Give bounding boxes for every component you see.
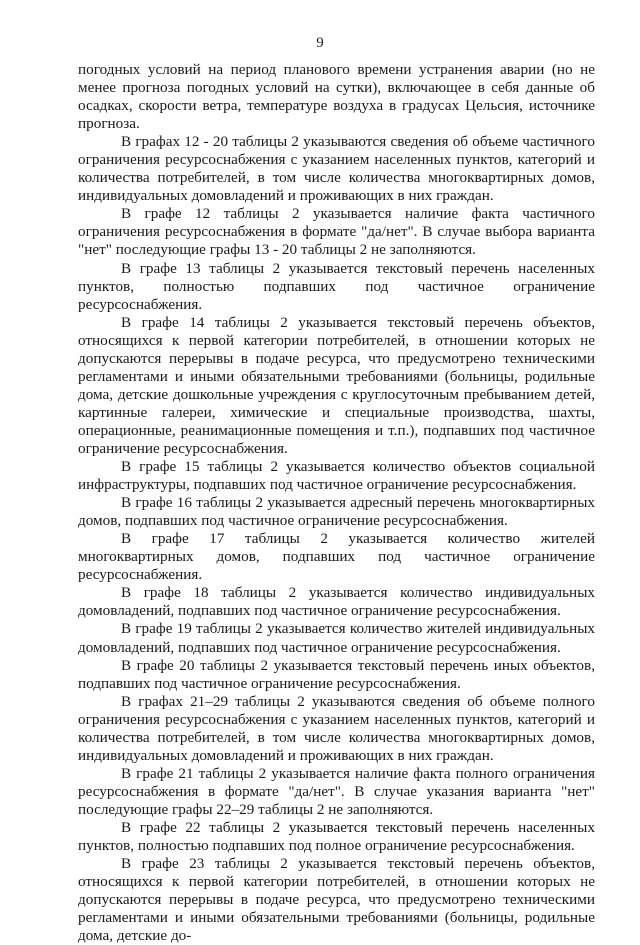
paragraph-column-21: В графе 21 таблицы 2 указывается наличие факта полного ограничения ресурсоснабжения в формате "да/нет". В случае указания варианта "нет" последующие графы 22–29 таблицы 2 не заполняются.: [78, 764, 595, 818]
paragraph-column-12: В графе 12 таблицы 2 указывается наличие факта частичного ограничения ресурсоснабжения в формате "да/нет". В случае выбора варианта "нет" последующие графы 13 - 20 таблицы 2 не заполняются.: [78, 205, 595, 259]
paragraph-column-16: В графе 16 таблицы 2 указывается адресный перечень многоквартирных домов, подпавших под частичное ограничение ресурсоснабжения.: [78, 494, 595, 530]
paragraph-column-20: В графе 20 таблицы 2 указывается текстовый перечень иных объектов, подпавших под частичное ограничение ресурсоснабжения.: [78, 656, 595, 692]
paragraph-column-19: В графе 19 таблицы 2 указывается количество жителей индивидуальных домовладений, подпавших под частичное ограничение ресурсоснабжения.: [78, 620, 595, 656]
paragraph-column-13: В графе 13 таблицы 2 указывается текстовый перечень населенных пунктов, полностью подпавших под частичное ограничение ресурсоснабжения.: [78, 259, 595, 313]
paragraph-column-22: В графе 22 таблицы 2 указывается текстовый перечень населенных пунктов, полностью подпавших под полное ограничение ресурсоснабжения.: [78, 818, 595, 855]
paragraph-column-23: В графе 23 таблицы 2 указывается текстовый перечень объектов, относящихся к первой категории потребителей, в отношении которых не допускаются перерывы в подаче ресурса, что предусмотрено техническими регламентами и иными обязательными требованиями (больницы, родильные дома, детские до-: [78, 855, 595, 945]
document-body: [78, 61, 595, 945]
paragraph-column-17: В графе 17 таблицы 2 указывается количество жителей многоквартирных домов, подпавших под частичное ограничение ресурсоснабжения.: [78, 530, 595, 584]
paragraph-columns-12-20: В графах 12 - 20 таблицы 2 указываются сведения об объеме частичного ограничения ресурсоснабжения с указанием населенных пунктов, категорий и количества потребителей, в том числе количества многоквартирных домов, индивидуальных домовладений и проживающих в них граждан.: [78, 133, 595, 205]
paragraph-weather-forecast-continuation: погодных условий на период планового времени устранения аварии (но не менее прогноза погодных условий на сутки), включающее в себя данные об осадках, скорости ветра, температуре воздуха в градусах Цельсия, источнике прогноза.: [78, 61, 595, 133]
paragraph-column-15: В графе 15 таблицы 2 указывается количество объектов социальной инфраструктуры, подпавших под частичное ограничение ресурсоснабжения.: [78, 458, 595, 494]
page-number: 9: [316, 35, 324, 51]
paragraph-column-18: В графе 18 таблицы 2 указывается количество индивидуальных домовладений, подпавших под частичное ограничение ресурсоснабжения.: [78, 584, 595, 620]
paragraph-column-14: В графе 14 таблицы 2 указывается текстовый перечень объектов, относящихся к первой категории потребителей, в отношении которых не допускаются перерывы в подаче ресурса, что предусмотрено техническими регламентами и иными обязательными требованиями (больницы, родильные дома, детские дошкольные учреждения с круглосуточным пребыванием детей, картинные галереи, химические и специальные производства, шахты, операционные, реанимационные помещения и т.п.), подпавших под частичное ограничение ресурсоснабжения.: [78, 313, 595, 457]
paragraph-columns-21-29: В графах 21–29 таблицы 2 указываются сведения об объеме полного ограничения ресурсоснабжения с указанием населенных пунктов, категорий и количества потребителей, в том числе количества многоквартирных домов, индивидуальных домовладений и проживающих в них граждан.: [78, 692, 595, 764]
